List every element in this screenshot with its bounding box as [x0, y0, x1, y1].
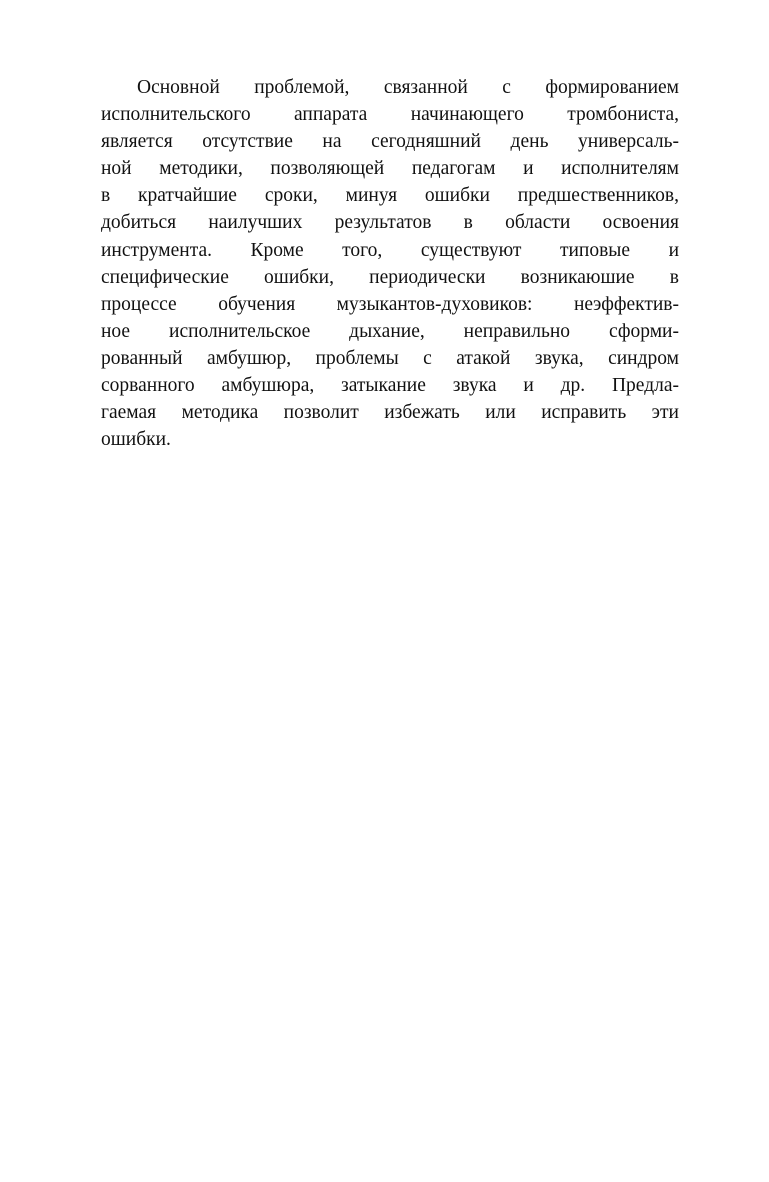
paragraph-line: Основной проблемой, связанной с формированием [137, 77, 679, 98]
paragraph-line: рованный амбушюр, проблемы с атакой звука, синдром [101, 347, 679, 369]
paragraph-line: гаемая методика позволит избежать или исправить эти [101, 402, 679, 424]
paragraph-line: в кратчайшие сроки, минуя ошибки предшественников, [101, 185, 679, 207]
paragraph-line: ной методики, позволяющей педагогам и исполнителям [101, 158, 679, 180]
paragraph-line: специфические ошибки, периодически возникаюшие в [101, 266, 679, 288]
paragraph-line: ное исполнительское дыхание, неправильно сформи- [101, 320, 679, 342]
paragraph-line: является отсутствие на сегодняшний день универсаль- [101, 131, 679, 153]
paragraph-line: исполнительского аппарата начинающего тромбониста, [101, 104, 679, 126]
paragraph-line: ошибки. [101, 429, 171, 451]
paragraph-line: процессе обучения музыкантов-духовиков: неэффектив- [101, 293, 679, 315]
paragraph-line: добиться наилучших результатов в области освоения [101, 212, 679, 234]
body-paragraph [101, 74, 679, 453]
paragraph-line: инструмента. Кроме того, существуют типовые и [101, 239, 679, 261]
paragraph-line: сорванного амбушюра, затыкание звука и др. Предла- [101, 375, 679, 397]
